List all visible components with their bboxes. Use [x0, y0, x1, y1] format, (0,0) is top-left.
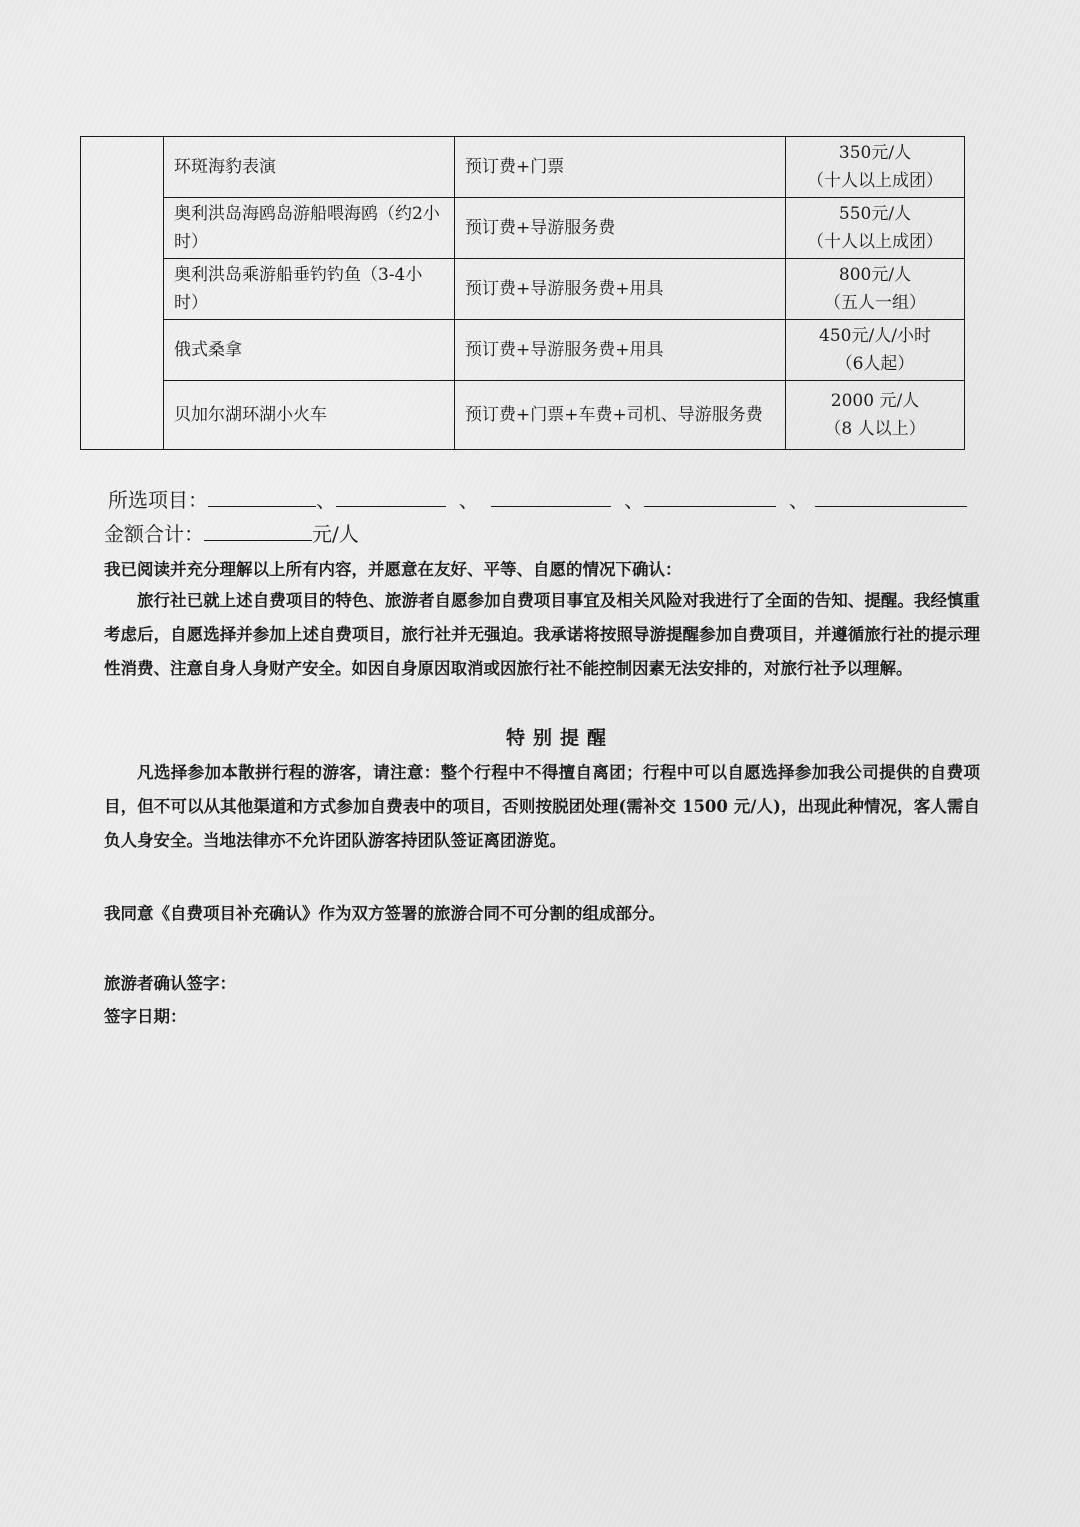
agreement-statement: 我同意《自费项目补充确认》作为双方签署的旅游合同不可分割的组成部分。	[104, 904, 665, 923]
item-name: 奥利洪岛海鸥岛游船喂海鸥（约2小时）	[164, 198, 455, 259]
item-price	[786, 137, 965, 198]
category-cell	[81, 137, 164, 450]
table-row	[81, 320, 965, 381]
price-condition: （8 人以上）	[824, 419, 926, 439]
price-condition: （十人以上成团）	[807, 171, 943, 191]
separator: 、	[316, 488, 336, 512]
confirm-body-text: 旅行社已就上述自费项目的特色、旅游者自愿参加自费项目事宜及相关风险对我进行了全面的告知、提醒。我经慎重考虑后，自愿选择并参加上述自费项目，旅行社并无强迫。我承诺将按照导游提醒参加自费项目，并遵循旅行社的提示理性消费、注意自身人身财产安全。如因自身原因取消或因旅行社不能控制因素无法安排的，对旅行社予以理解。	[104, 591, 980, 678]
special-reminder-text: 凡选择参加本散拼行程的游客，请注意：整个行程中不得擅自离团；行程中可以自愿选择参加我公司提供的自费项目，但不可以从其他渠道和方式参加自费表中的项目，否则按脱团处理(需补交 1500 元/人)，出现此种情况，客人需自负人身安全。当地法律亦不允许团队游客持团队签证离团游览。	[104, 763, 980, 850]
price-condition: （6人起）	[835, 354, 915, 374]
item-name: 奥利洪岛乘游船垂钓钓鱼（3-4小时）	[164, 259, 455, 320]
item-name: 贝加尔湖环湖小火车	[164, 381, 455, 450]
confirm-body	[104, 584, 980, 686]
special-reminder-body	[104, 756, 980, 858]
total-amount-label: 金额合计：	[104, 522, 204, 546]
separator: 、	[788, 488, 809, 512]
table-row	[81, 198, 965, 259]
item-price	[786, 198, 965, 259]
price-condition: （五人一组）	[824, 293, 926, 313]
item-price	[786, 381, 965, 450]
price-amount: 2000 元/人	[830, 391, 920, 411]
table-row	[81, 259, 965, 320]
signature-label: 旅游者确认签字：	[104, 974, 236, 993]
item-fee: 预订费+门票+车费+司机、导游服务费	[455, 381, 786, 450]
item-fee: 预订费+导游服务费	[455, 198, 786, 259]
price-amount: 350元/人	[838, 143, 912, 163]
total-amount-unit: 元/人	[312, 522, 359, 546]
selected-item-blank-5[interactable]	[815, 486, 967, 507]
item-price	[786, 320, 965, 381]
total-amount-row	[104, 518, 359, 547]
separator: 、	[458, 488, 479, 512]
table-row	[81, 137, 965, 198]
total-amount-blank[interactable]	[204, 520, 312, 541]
item-name: 俄式桑拿	[164, 320, 455, 381]
price-amount: 450元/人/小时	[819, 326, 931, 346]
item-fee: 预订费+门票	[455, 137, 786, 198]
price-amount: 550元/人	[838, 204, 912, 224]
item-name: 环斑海豹表演	[164, 137, 455, 198]
price-amount: 800元/人	[838, 265, 912, 285]
special-reminder-title: 特别提醒	[505, 727, 614, 749]
selected-item-blank-3[interactable]	[491, 486, 611, 507]
items-table	[80, 136, 965, 450]
selected-item-blank-4[interactable]	[644, 486, 776, 507]
price-condition: （十人以上成团）	[807, 232, 943, 252]
selected-items-label: 所选项目：	[108, 488, 208, 512]
item-fee: 预订费+导游服务费+用具	[455, 259, 786, 320]
signature-date-label: 签字日期：	[104, 1007, 187, 1026]
selected-item-blank-1[interactable]	[208, 486, 316, 507]
item-price	[786, 259, 965, 320]
selected-item-blank-2[interactable]	[336, 486, 446, 507]
item-fee: 预订费+导游服务费+用具	[455, 320, 786, 381]
confirm-intro: 我已阅读并充分理解以上所有内容，并愿意在友好、平等、自愿的情况下确认：	[104, 560, 682, 579]
separator: 、	[624, 488, 645, 512]
table-row	[81, 381, 965, 450]
selected-items-row	[108, 484, 967, 513]
